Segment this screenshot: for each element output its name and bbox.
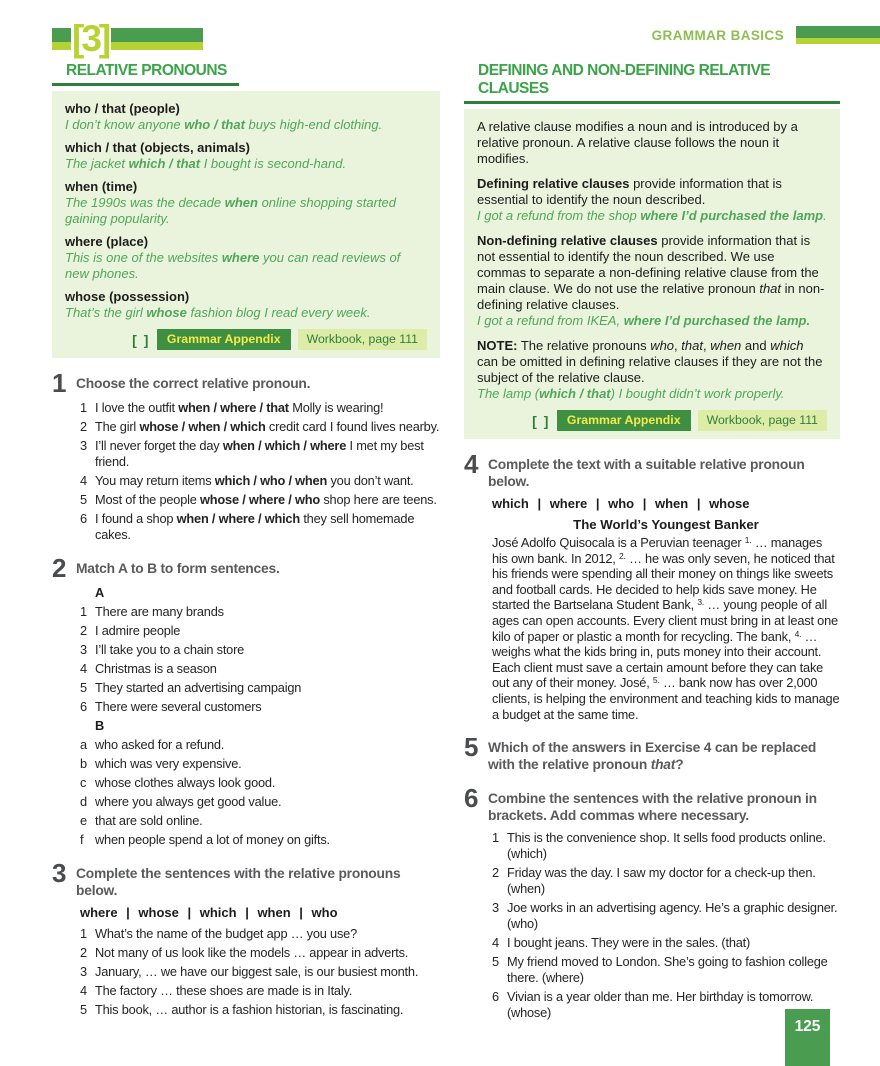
item-number: 1 — [492, 830, 499, 846]
item-number: 1 — [80, 926, 87, 941]
column-right — [464, 62, 840, 1024]
item-number: 3 — [80, 964, 87, 979]
exercise-item — [80, 945, 440, 961]
item-number: a — [80, 737, 87, 752]
exercise-item — [80, 511, 440, 543]
box-paragraph: I got a refund from IKEA, where I’d purchased the lamp. — [477, 313, 811, 328]
exercise-6 — [464, 783, 840, 1021]
item-text: January, … we have our biggest sale, is our busiest month. — [95, 964, 419, 979]
workbook-page-badge: Workbook, page 111 — [298, 329, 427, 350]
exercise-item — [80, 832, 440, 848]
exercise-instruction: Match A to B to form sentences. — [76, 561, 280, 576]
exercise-item — [80, 680, 440, 696]
item-text: who asked for a refund. — [95, 737, 225, 752]
exercise-item — [492, 935, 840, 951]
page-number: 125 — [785, 1009, 830, 1066]
grammar-rule-entry — [65, 179, 427, 227]
item-text: I found a shop when / where / which they sell homemade cakes. — [95, 511, 415, 542]
item-number: 2 — [80, 623, 87, 638]
header-section — [652, 26, 880, 44]
item-text: This book, … author is a fashion historian, is fascinating. — [95, 1002, 404, 1017]
item-number: 4 — [80, 661, 87, 676]
grammar-rule-entry — [65, 289, 427, 321]
exercise-item — [80, 661, 440, 677]
item-text: My friend moved to London. She’s going to fashion college there. (where) — [507, 954, 828, 986]
exercise-item — [80, 1002, 440, 1018]
exercise-item — [492, 900, 840, 932]
appendix-reference — [65, 329, 427, 350]
item-text: Vivian is a year older than me. Her birthday is tomorrow. (whose) — [507, 989, 814, 1021]
item-text: Friday was the day. I saw my doctor for a check-up then. (when) — [507, 865, 816, 897]
exercise-item — [80, 699, 440, 715]
box-paragraph: Non-defining relative clauses provide information that is not essential to identify the noun described. We use commas to separate a non-defining relative clause from the main clause. We do not use the relative pronoun that in non-defining relative clauses. — [477, 233, 825, 312]
exercise-item — [80, 756, 440, 772]
box-paragraph: A relative clause modifies a noun and is introduced by a relative pronoun. A relative clause follows the noun it modifies. — [477, 119, 798, 166]
item-number: 6 — [492, 989, 499, 1005]
exercise-1 — [52, 368, 440, 543]
item-number: 2 — [80, 945, 87, 960]
item-number: 4 — [492, 935, 499, 951]
item-text: whose clothes always look good. — [95, 775, 276, 790]
exercise-item — [80, 419, 440, 435]
box-paragraph: I got a refund from the shop where I’d purchased the lamp. — [477, 208, 827, 223]
word-bank: which | where | who | when | whose — [492, 496, 750, 511]
item-number: 5 — [80, 680, 87, 695]
exercise-item — [80, 964, 440, 980]
column-left — [52, 62, 440, 1021]
box-paragraph: NOTE: The relative pronouns who, that, when and which can be omitted in defining relative clauses if they are not the subject of the relative clause. — [477, 338, 823, 385]
exercise-item — [80, 400, 440, 416]
exercise-item — [80, 492, 440, 508]
item-number: d — [80, 794, 87, 809]
grammar-appendix-badge: Grammar Appendix — [557, 410, 691, 431]
page-columns — [0, 58, 880, 1024]
group-label-a: A — [95, 585, 105, 600]
exercise-item — [80, 623, 440, 639]
exercise-instruction: Complete the text with a suitable relative pronoun below. — [488, 457, 805, 489]
exercise-instruction: Combine the sentences with the relative pronoun in brackets. Add commas where necessary. — [488, 791, 817, 824]
item-number: 2 — [492, 865, 499, 881]
item-number: e — [80, 813, 87, 828]
item-text: that are sold online. — [95, 813, 203, 828]
item-text: I bought jeans. They were in the sales. (that) — [507, 935, 751, 951]
item-text: They started an advertising campaign — [95, 680, 302, 695]
item-number: 5 — [492, 954, 499, 970]
grammar-rule-entry — [65, 140, 427, 172]
item-text: which was very expensive. — [95, 756, 242, 771]
unit-band-icon — [111, 28, 203, 50]
item-text: You may return items which / who / when you don’t want. — [95, 473, 414, 488]
exercise-item — [80, 438, 440, 470]
item-text: I admire people — [95, 623, 181, 638]
exercise-instruction: Complete the sentences with the relative pronouns below. — [76, 866, 401, 898]
exercise-number: 6 — [464, 783, 479, 814]
grammar-box-relative-pronouns — [52, 91, 440, 358]
item-text: This is the convenience shop. It sells food products online. (which) — [507, 830, 826, 862]
exercise-3 — [52, 858, 440, 1018]
page-header — [0, 0, 880, 58]
item-number: f — [80, 832, 84, 847]
item-text: The girl whose / when / which credit card I found lives nearby. — [95, 419, 440, 434]
exercise-item — [80, 926, 440, 942]
rule-label: where (place) — [65, 234, 149, 249]
exercise-item — [80, 983, 440, 999]
item-number: 3 — [80, 438, 87, 453]
exercise-5 — [464, 732, 840, 773]
right-section-heading: DEFINING AND NON-DEFINING RELATIVE CLAUSES — [464, 62, 840, 104]
word-bank: where | whose | which | when | who — [80, 905, 338, 920]
item-text: Most of the people whose / where / who shop here are teens. — [95, 492, 437, 507]
unit-band-stub-icon — [52, 28, 71, 50]
exercise-number: 2 — [52, 553, 67, 583]
item-number: 1 — [80, 400, 87, 415]
exercise-item — [492, 830, 840, 862]
item-text: There are many brands — [95, 604, 224, 619]
unit-badge — [52, 18, 203, 59]
header-band-icon — [796, 26, 880, 44]
exercise-2 — [52, 553, 440, 848]
exercise-item — [80, 642, 440, 658]
left-section-heading: RELATIVE PRONOUNS — [52, 62, 239, 86]
exercise-item — [80, 473, 440, 489]
item-number: 3 — [492, 900, 499, 916]
group-label-b: B — [95, 718, 105, 733]
item-number: c — [80, 775, 87, 790]
rule-example: I don’t know anyone who / that buys high-end clothing. — [65, 117, 383, 132]
item-text: The factory … these shoes are made is in Italy. — [95, 983, 353, 998]
item-text: I love the outfit when / where / that Molly is wearing! — [95, 400, 384, 415]
rule-example: This is one of the websites where you can read reviews of new phones. — [65, 250, 401, 281]
grammar-rule-entry — [65, 101, 427, 133]
item-text: where you always get good value. — [95, 794, 282, 809]
exercise-instruction: Choose the correct relative pronoun. — [76, 376, 311, 391]
item-text: Not many of us look like the models … appear in adverts. — [95, 945, 409, 960]
exercise-item — [492, 865, 840, 897]
exercise-instruction: Which of the answers in Exercise 4 can be replaced with the relative pronoun that? — [488, 740, 817, 773]
box-paragraph: The lamp (which / that) I bought didn’t work properly. — [477, 386, 785, 401]
grammar-rule-entry — [65, 234, 427, 282]
unit-number: [3] — [72, 18, 109, 59]
item-number: 6 — [80, 699, 87, 714]
grammar-appendix-icon: [ ] — [532, 412, 550, 429]
appendix-reference — [477, 410, 827, 431]
item-text: Christmas is a season — [95, 661, 217, 676]
item-number: 6 — [80, 511, 87, 526]
box-paragraph: Defining relative clauses provide information that is essential to identify the noun described. — [477, 176, 782, 207]
rule-example: The jacket which / that I bought is second-hand. — [65, 156, 347, 171]
exercise-number: 4 — [464, 449, 479, 479]
reading-title: The World’s Youngest Banker — [573, 517, 759, 532]
rule-label: whose (possession) — [65, 289, 190, 304]
item-number: 4 — [80, 983, 87, 998]
item-number: 5 — [80, 492, 87, 507]
item-number: 5 — [80, 1002, 87, 1017]
item-number: b — [80, 756, 87, 771]
grammar-appendix-badge: Grammar Appendix — [157, 329, 291, 350]
exercise-number: 3 — [52, 858, 67, 888]
exercise-item — [80, 794, 440, 810]
item-number: 3 — [80, 642, 87, 657]
item-number: 4 — [80, 473, 87, 488]
reading-text: José Adolfo Quisocala is a Peruvian teenager $^{1.}$ … manages his own bank. In 2012, $^{2.}$ … he was only seven, he noticed that his friends were spending all their money on things like sweets and football cards. He decided to help kids save money. He started the Bartselana Student Bank, $^{3.}$ … young people of all ages can open accounts. Every client must bring in at least one kilo of paper or plastic a month for recycling. The bank, $^{4.}$ … weighs what the kids bring in, puts money into their account. Each client must save a certain amount before they can take out any of their money. José, $^{5.}$ … bank now has over 2,000 clients, is helping the environment and teaching kids to manage a budget at the same time. — [492, 535, 840, 722]
item-number: 2 — [80, 419, 87, 434]
rule-example: That’s the girl whose fashion blog I read every week. — [65, 305, 371, 320]
rule-example: The 1990s was the decade when online shopping started gaining popularity. — [65, 195, 397, 226]
exercise-number: 1 — [52, 368, 67, 398]
item-text: Joe works in an advertising agency. He’s a graphic designer. (who) — [507, 900, 838, 932]
rule-label: which / that (objects, animals) — [65, 140, 250, 155]
workbook-page-badge: Workbook, page 111 — [698, 410, 827, 431]
item-text: What’s the name of the budget app … you use? — [95, 926, 358, 941]
exercise-4 — [464, 449, 840, 722]
exercise-item — [80, 775, 440, 791]
item-text: I’ll take you to a chain store — [95, 642, 245, 657]
exercise-item — [80, 604, 440, 620]
item-text: I’ll never forget the day when / which / where I met my best friend. — [95, 438, 424, 469]
item-text: when people spend a lot of money on gifts. — [95, 832, 330, 847]
exercise-number: 5 — [464, 732, 479, 763]
rule-label: when (time) — [65, 179, 138, 194]
exercise-item — [80, 813, 440, 829]
item-text: There were several customers — [95, 699, 262, 714]
rule-label: who / that (people) — [65, 101, 180, 116]
exercise-item — [80, 737, 440, 753]
section-title: GRAMMAR BASICS — [651, 27, 784, 43]
grammar-appendix-icon: [ ] — [132, 331, 150, 348]
exercise-item — [492, 954, 840, 986]
item-number: 1 — [80, 604, 87, 619]
grammar-box-relative-clauses — [464, 109, 840, 439]
